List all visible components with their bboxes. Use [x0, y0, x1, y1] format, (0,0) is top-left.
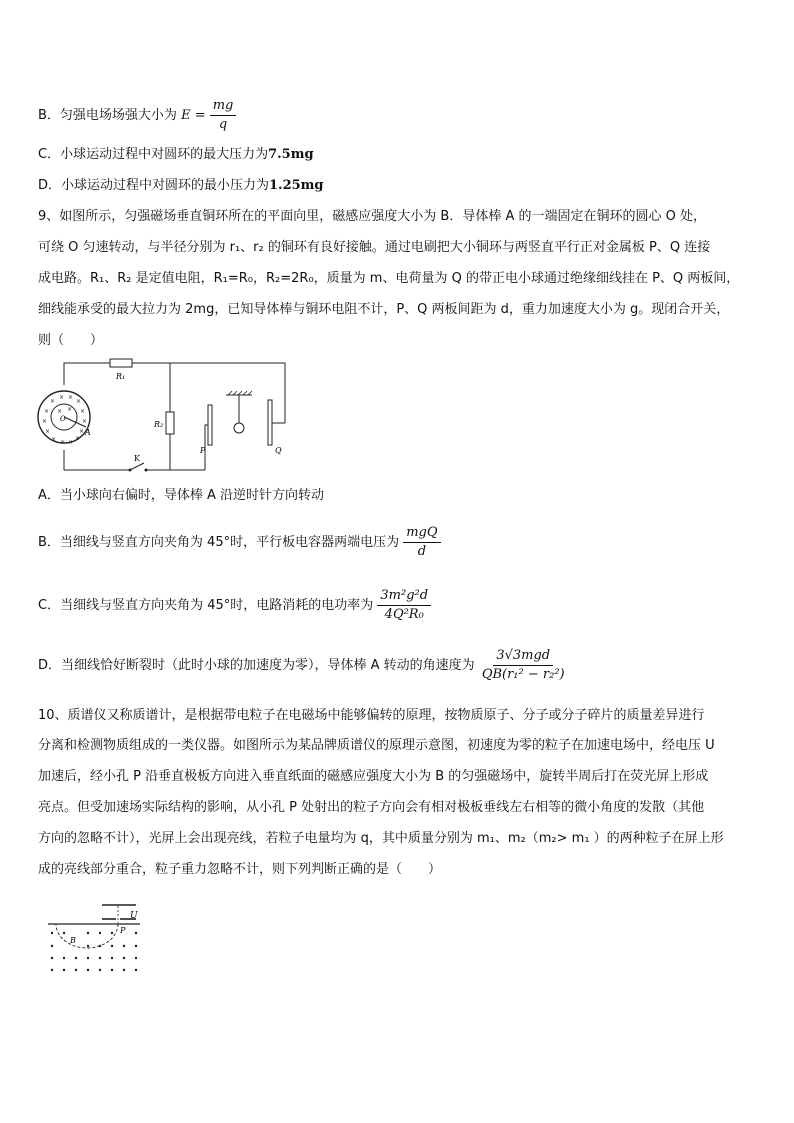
- svg-text:×: ×: [75, 435, 81, 442]
- q9-d-fraction: $\frac{\text{3√3mgd}}{\text{QB(r₁² − r₂²)}}$: [481, 648, 565, 682]
- svg-text:×: ×: [80, 408, 86, 415]
- q10-stem-line2: 分离和检测物质组成的一类仪器。如图所示为某品牌质谱仪的原理示意图，初速度为零的粒子在加速电场中，经电压 U: [38, 738, 715, 753]
- q9-option-b: B．当细线与竖直方向夹角为 45°时，平行板电容器两端电压为 $\frac{\text{mgQ}}{d}$: [38, 525, 441, 560]
- q9-stem-line3: 成电路。R₁、R₂ 是定值电阻，R₁=R₀，R₂=2R₀，质量为 m、电荷量为 Q 的带正电小球通过绝缘细线挂在 P、Q 两板间，: [38, 271, 740, 286]
- q10-stem-line1: 10、质谱仪又称质谱计，是根据带电粒子在电磁场中能够偏转的原理，按物质原子、分子或分子碎片的质量差异进行: [38, 708, 705, 723]
- q9-stem-line2: 可绕 O 匀速转动，与半径分别为 r₁、r₂ 的铜环有良好接触。通过电刷把大小铜环与两竖直平行正对金属板 P、Q 连接: [38, 240, 711, 255]
- label-r2: R₂: [154, 420, 164, 429]
- q9-c-fraction: $\frac{\text{3m²g²d}}{\text{4Q²R₀}}$: [377, 588, 431, 623]
- label-k: K: [134, 454, 140, 463]
- svg-text:×: ×: [59, 394, 65, 401]
- label-o: O: [60, 415, 66, 423]
- q9-option-d: D．当细线恰好断裂时（此时小球的加速度为零），导体棒 A 转动的角速度为 $\frac{\text{3√3mgd}}{\text{QB(r₁² − r₂²)}}$: [38, 648, 568, 683]
- svg-text:×: ×: [57, 408, 63, 415]
- particle-path: [56, 924, 118, 948]
- svg-text:×: ×: [45, 428, 51, 435]
- charged-ball: [234, 423, 244, 433]
- q9-option-c: C．当细线与竖直方向夹角为 45°时，电路消耗的电功率为 $\frac{\text{3m²g²d}}{\text{4Q²R₀}}$: [38, 588, 431, 623]
- label-r1: R₁: [116, 372, 126, 381]
- label-p: P: [200, 446, 206, 455]
- label-b: B: [70, 936, 76, 945]
- plate-q: [268, 400, 272, 445]
- q10-mass-spectrometer-diagram: [40, 900, 150, 980]
- q9-stem-line1: 9、如图所示，匀强磁场垂直铜环所在的平面向里，磁感应强度大小为 B．导体棒 A 的一端固定在铜环的圆心 O 处，: [38, 209, 706, 224]
- svg-text:×: ×: [68, 439, 74, 446]
- svg-text:×: ×: [44, 408, 50, 415]
- q10-stem-line3: 加速后，经小孔 P 沿垂直极板方向进入垂直纸面的磁感应强度大小为 B 的匀强磁场中，旋转半周后打在荧光屏上形成: [38, 769, 709, 784]
- q9-stem-line4: 细线能承受的最大拉力为 2mg，已知导体棒与铜环电阻不计，P、Q 两板间距为 d，重力加速度大小为 g。现闭合开关，: [38, 302, 730, 317]
- svg-text:×: ×: [42, 418, 48, 425]
- q10-stem-line6: 成的亮线部分重合，粒子重力忽略不计，则下列判断正确的是（ ）: [38, 862, 442, 877]
- q8-b-fraction: $\frac{mg}{q}$: [210, 98, 237, 133]
- q8-b-lhs: E =: [181, 108, 206, 123]
- svg-text:×: ×: [67, 406, 73, 413]
- svg-text:×: ×: [76, 398, 82, 405]
- q10-stem-line5: 方向的忽略不计），光屏上会出现亮线，若粒子电量均为 q，其中质量分别为 m₁、m₂（m₂> m₁ ）的两种粒子在屏上形: [38, 831, 724, 846]
- resistor-r2: [166, 412, 174, 434]
- label-a: A: [85, 428, 91, 437]
- magnetic-field-dots: [51, 932, 137, 971]
- q9-b-fraction: $\frac{\text{mgQ}}{d}$: [403, 525, 440, 560]
- svg-text:×: ×: [79, 428, 85, 435]
- resistor-r1: [110, 359, 132, 367]
- label-u: U: [130, 911, 138, 921]
- q9-option-a: A．当小球向右偏时，导体棒 A 沿逆时针方向转动: [38, 488, 325, 503]
- plate-p: [208, 405, 212, 445]
- svg-text:×: ×: [82, 418, 88, 425]
- svg-text:×: ×: [60, 439, 66, 446]
- label-q: Q: [275, 446, 282, 455]
- svg-text:×: ×: [68, 394, 74, 401]
- q10-stem-line4: 亮点。但受加速场实际结构的影响，从小孔 P 处射出的粒子方向会有相对极板垂线左右相等的微小角度的发散（其他: [38, 800, 705, 815]
- label-p-hole: P: [120, 926, 126, 935]
- svg-text:×: ×: [51, 436, 57, 443]
- q8-option-c: C．小球运动过程中对圆环的最大压力为7.5mg: [38, 147, 314, 162]
- q9-circuit-diagram: [30, 355, 300, 480]
- q9-stem-line5: 则（ ）: [38, 333, 104, 348]
- svg-text:×: ×: [50, 398, 56, 405]
- q8-option-b: B．匀强电场场强大小为 E = $\frac{mg}{q}$: [38, 98, 236, 133]
- q8-option-d: D．小球运动过程中对圆环的最小压力为1.25mg: [38, 178, 324, 193]
